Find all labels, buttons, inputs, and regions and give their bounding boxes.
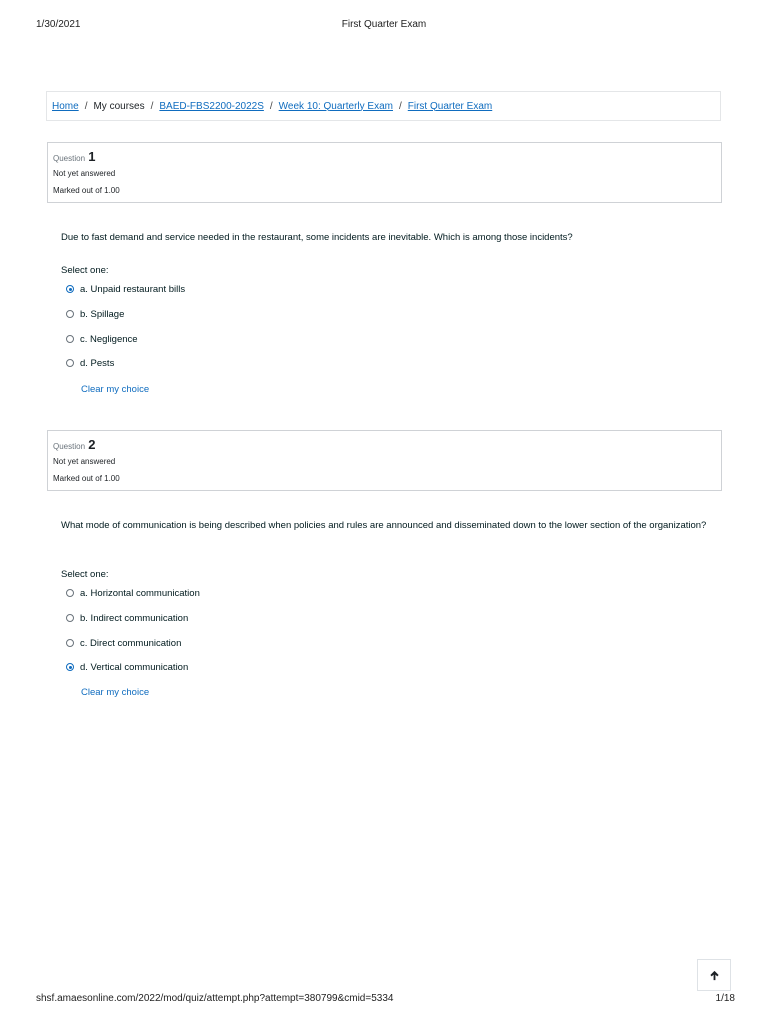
- back-to-top-button[interactable]: [697, 959, 731, 991]
- print-date: 1/30/2021: [36, 19, 81, 30]
- question-1-prompt: Select one:: [61, 265, 109, 276]
- question-1-option-c[interactable]: c. Negligence: [66, 332, 138, 346]
- radio-button[interactable]: [66, 285, 74, 293]
- breadcrumb-course[interactable]: BAED-FBS2200-2022S: [159, 100, 264, 112]
- radio-button[interactable]: [66, 614, 74, 622]
- question-2-grade: Marked out of 1.00: [53, 474, 120, 483]
- question-1-option-a[interactable]: a. Unpaid restaurant bills: [66, 282, 185, 296]
- radio-button[interactable]: [66, 589, 74, 597]
- question-2-option-d[interactable]: d. Vertical communication: [66, 660, 188, 674]
- question-1-info: [47, 142, 722, 203]
- breadcrumb-home[interactable]: Home: [52, 100, 79, 112]
- arrow-up-icon: [709, 970, 720, 981]
- question-2-clear-choice[interactable]: Clear my choice: [81, 687, 150, 698]
- question-1-option-d[interactable]: d. Pests: [66, 356, 114, 370]
- question-2-state: Not yet answered: [53, 457, 116, 466]
- radio-button[interactable]: [66, 663, 74, 671]
- print-url: shsf.amaesonline.com/2022/mod/quiz/attempt.php?attempt=380799&cmid=5334: [36, 993, 394, 1004]
- print-page-number: 1/18: [715, 993, 735, 1004]
- radio-button[interactable]: [66, 310, 74, 318]
- question-2-option-b[interactable]: b. Indirect communication: [66, 611, 188, 625]
- radio-button[interactable]: [66, 335, 74, 343]
- question-2-prompt: Select one:: [61, 569, 109, 580]
- radio-button[interactable]: [66, 359, 74, 367]
- print-title: First Quarter Exam: [341, 19, 427, 30]
- question-1-clear-choice[interactable]: Clear my choice: [81, 384, 150, 395]
- question-1-number: Question 1: [53, 149, 96, 164]
- breadcrumb: [46, 91, 721, 121]
- breadcrumb-week[interactable]: Week 10: Quarterly Exam: [278, 100, 393, 112]
- question-2-number: Question 2: [53, 437, 96, 452]
- question-1-state: Not yet answered: [53, 169, 116, 178]
- question-1-grade: Marked out of 1.00: [53, 186, 120, 195]
- question-1-option-b[interactable]: b. Spillage: [66, 307, 124, 321]
- breadcrumb-quiz[interactable]: First Quarter Exam: [407, 100, 493, 112]
- print-footer: [0, 993, 768, 1007]
- breadcrumb-separator: /: [269, 100, 273, 112]
- question-2-text: What mode of communication is being described when policies and rules are announced and disseminated down to the lower section of the organization?: [61, 520, 707, 531]
- question-2-option-c[interactable]: c. Direct communication: [66, 636, 181, 650]
- question-2-info: [47, 430, 722, 491]
- radio-button[interactable]: [66, 639, 74, 647]
- breadcrumb-separator: /: [150, 100, 154, 112]
- question-2-option-a[interactable]: a. Horizontal communication: [66, 586, 200, 600]
- breadcrumb-my-courses: My courses: [93, 100, 145, 112]
- breadcrumb-separator: /: [84, 100, 88, 112]
- question-1-text: Due to fast demand and service needed in the restaurant, some incidents are inevitable. Which is among those incidents?: [61, 232, 573, 243]
- print-header: [0, 19, 768, 33]
- breadcrumb-separator: /: [398, 100, 402, 112]
